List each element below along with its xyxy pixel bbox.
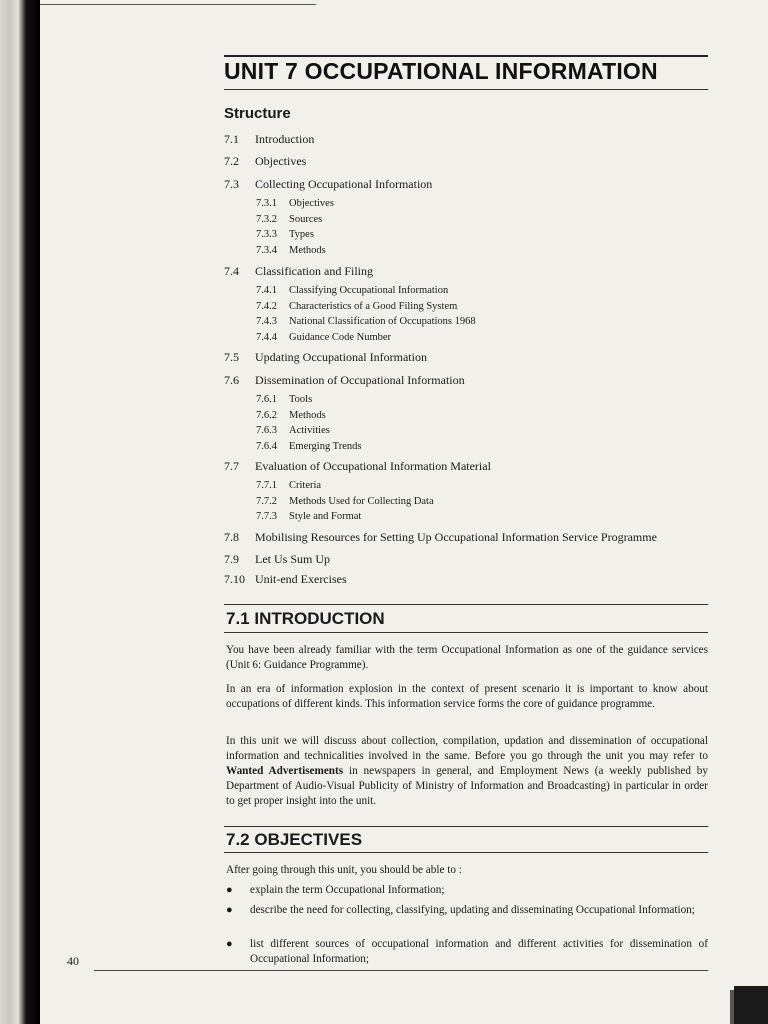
toc-item-title: Classification and Filing	[255, 264, 373, 278]
intro-paragraph-1: You have been already familiar with the term Occupational Information as one of the guidance services (Unit 6: Guidance Programme).	[226, 644, 708, 671]
toc-item-number: 7.6	[224, 373, 239, 387]
scan-corner-mark	[734, 986, 768, 1024]
toc-item-number: 7.9	[224, 552, 239, 566]
objectives-top-rule	[224, 826, 708, 827]
unit-title: UNIT 7 OCCUPATIONAL INFORMATION	[224, 58, 658, 84]
footer-rule	[94, 970, 708, 971]
objectives-lead: After going through this unit, you should be able to :	[226, 864, 462, 876]
intro-heading: 7.1 INTRODUCTION	[226, 609, 385, 628]
toc-item-number: 7.5	[224, 350, 239, 364]
toc-subitem-title: Classifying Occupational Information	[289, 285, 449, 296]
toc-subitem-title: Tools	[289, 394, 313, 405]
toc-subitem-title: National Classification of Occupations 1968	[289, 316, 476, 327]
toc-subitem-title: Methods Used for Collecting Data	[289, 495, 434, 507]
toc-subitem-number: 7.3.2	[256, 213, 277, 225]
toc-item-number: 7.4	[224, 264, 239, 278]
toc-subitem-number: 7.7.1	[256, 480, 277, 491]
toc-item-number: 7.7	[224, 459, 239, 473]
toc-subitem-number: 7.6.2	[256, 409, 277, 421]
toc-subitem-title: Style and Format	[289, 511, 362, 522]
toc-subitem-number: 7.3.3	[256, 229, 277, 240]
toc-subitem-number: 7.4.2	[256, 300, 277, 312]
toc-item-title: Introduction	[255, 132, 315, 146]
toc-subitem-number: 7.6.3	[256, 425, 277, 436]
intro-paragraph-3: In this unit we will discuss about collection, compilation, updation and dissemination of occupational information and technicalities involved in the same. Before you go through the unit you may refer to Wanted Advertisements in newspapers in general, and Employment News (a weekly published by Department of Audio-Visual Publicity of Ministry of Information and Broadcasting) in particular in order to get proper insight into the unit.	[226, 735, 708, 807]
toc-subitem-title: Characteristics of a Good Filing System	[289, 300, 458, 312]
objectives-heading: 7.2 OBJECTIVES	[226, 830, 363, 849]
bullet-icon: ●	[226, 938, 233, 950]
toc-subitem-title: Methods	[289, 244, 326, 256]
toc-item-number: 7.8	[224, 530, 239, 544]
toc-item-number: 7.1	[224, 132, 239, 146]
toc-subitem-title: Activities	[289, 425, 330, 436]
intro-top-rule	[224, 604, 708, 605]
toc-subitem-title: Emerging Trends	[289, 440, 362, 452]
bullet-icon: ●	[226, 884, 233, 896]
toc-subitem-number: 7.3.4	[256, 244, 277, 256]
toc-item-title: Objectives	[255, 154, 307, 168]
toc-subitem-title: Objectives	[289, 198, 334, 209]
toc-subitem-number: 7.7.3	[256, 511, 277, 522]
toc-item-title: Collecting Occupational Information	[255, 177, 433, 191]
intro-bottom-rule	[224, 632, 708, 633]
page-number: 40	[67, 954, 79, 968]
toc-subitem-number: 7.4.4	[256, 331, 277, 343]
objectives-bottom-rule	[224, 852, 708, 853]
toc-item-title: Evaluation of Occupational Information Material	[255, 459, 491, 473]
toc-item-title: Updating Occupational Information	[255, 350, 427, 364]
title-top-rule	[224, 55, 708, 57]
toc-item-number: 7.10	[224, 572, 245, 586]
structure-heading: Structure	[224, 105, 291, 122]
intro-paragraph-2: In an era of information explosion in the context of present scenario it is important to know about occupations of different kinds. This information service forms the core of guidance programme.	[226, 683, 708, 710]
toc-subitem-number: 7.6.4	[256, 440, 277, 452]
toc-subitem-title: Types	[289, 229, 314, 240]
toc-subitem-title: Criteria	[289, 480, 322, 491]
toc-subitem-number: 7.6.1	[256, 394, 277, 405]
toc-subitem-title: Sources	[289, 213, 323, 225]
bullet-icon: ●	[226, 904, 233, 916]
toc-subitem-number: 7.3.1	[256, 198, 277, 209]
toc-item-title: Unit-end Exercises	[255, 572, 347, 586]
toc-item-number: 7.2	[224, 154, 239, 168]
toc-subitem-number: 7.4.3	[256, 316, 277, 327]
toc-subitem-number: 7.7.2	[256, 495, 277, 507]
toc-subitem-title: Methods	[289, 409, 326, 421]
toc-item-title: Let Us Sum Up	[255, 552, 330, 566]
title-bottom-rule	[224, 89, 708, 90]
toc-item-number: 7.3	[224, 177, 239, 191]
toc-subitem-title: Guidance Code Number	[289, 331, 392, 343]
toc-item-title: Mobilising Resources for Setting Up Occupational Information Service Programme	[255, 530, 657, 544]
toc-item-title: Dissemination of Occupational Information	[255, 373, 465, 387]
book-spine-shadow	[0, 0, 40, 1024]
top-edge-rule	[40, 4, 316, 5]
toc-subitem-number: 7.4.1	[256, 285, 277, 296]
